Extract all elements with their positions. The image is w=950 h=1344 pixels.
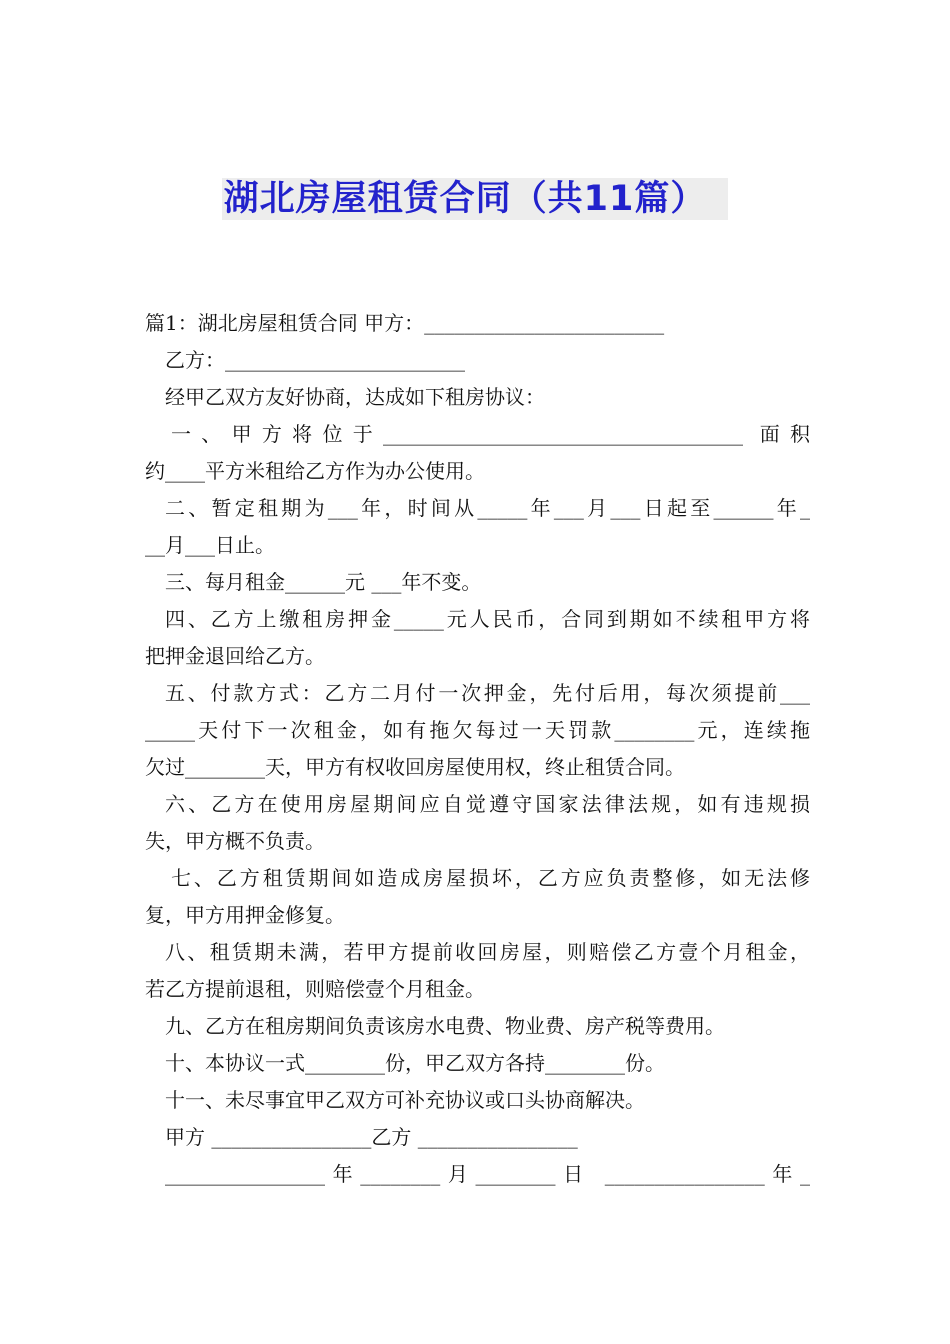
clause-3-line: 三、每月租金______元 ___年不变。 [165,570,482,594]
clause-7-line-2: 复，甲方用押金修复。 [145,903,345,927]
clause-8-line-2: 若乙方提前退租，则赔偿壹个月租金。 [145,977,485,1001]
title-container [0,178,950,220]
clause-11-line: 十一、未尽事宜甲乙双方可补充协议或口头协商解决。 [165,1088,645,1112]
clause-5-line-2: _____天付下一次租金，如有拖欠每过一天罚款________元，连续拖 [145,718,810,742]
clause-2-line-1: 二、暂定租期为___年，时间从_____年___月___日起至______年_ [165,496,810,520]
clause-2-line-2: __月___日止。 [145,533,275,557]
clause-4-line-1: 四、乙方上缴租房押金_____元人民币，合同到期如不续租甲方将 [165,607,810,631]
intro-line: 经甲乙双方友好协商，达成如下租房协议： [165,385,545,409]
clause-9-line: 九、乙方在租房期间负责该房水电费、物业费、房产税等费用。 [165,1014,725,1038]
date-line: ________________年________月________日 ________________年_ [165,1162,810,1186]
clause-1-line-2: 约____平方米租给乙方作为办公使用。 [145,459,485,483]
document-title: 湖北房屋租赁合同（共11篇） [222,178,729,220]
clause-5-line-3: 欠过________天，甲方有权收回房屋使用权，终止租赁合同。 [145,755,685,779]
clause-1-line-1: 一、甲方将位于____________________________________ 面积 [171,422,810,446]
clause-10-line: 十、本协议一式________份，甲乙双方各持________份。 [165,1051,665,1075]
signature-line: 甲方 ________________乙方 ________________ [165,1125,578,1149]
contract-body [145,305,810,1193]
section-heading-line: 篇1：湖北房屋租赁合同 甲方：________________________ [145,311,665,335]
clause-6-line-2: 失，甲方概不负责。 [145,829,325,853]
clause-8-line-1: 八、租赁期未满，若甲方提前收回房屋，则赔偿乙方壹个月租金， [165,940,810,964]
clause-6-line-1: 六、乙方在使用房屋期间应自觉遵守国家法律法规，如有违规损 [165,792,810,816]
party-b-line: 乙方：________________________ [165,348,465,372]
clause-7-line-1: 七、乙方租赁期间如造成房屋损坏，乙方应负责整修，如无法修 [171,866,810,890]
clause-4-line-2: 把押金退回给乙方。 [145,644,325,668]
clause-5-line-1: 五、付款方式：乙方二月付一次押金，先付后用，每次须提前___ [165,681,810,705]
